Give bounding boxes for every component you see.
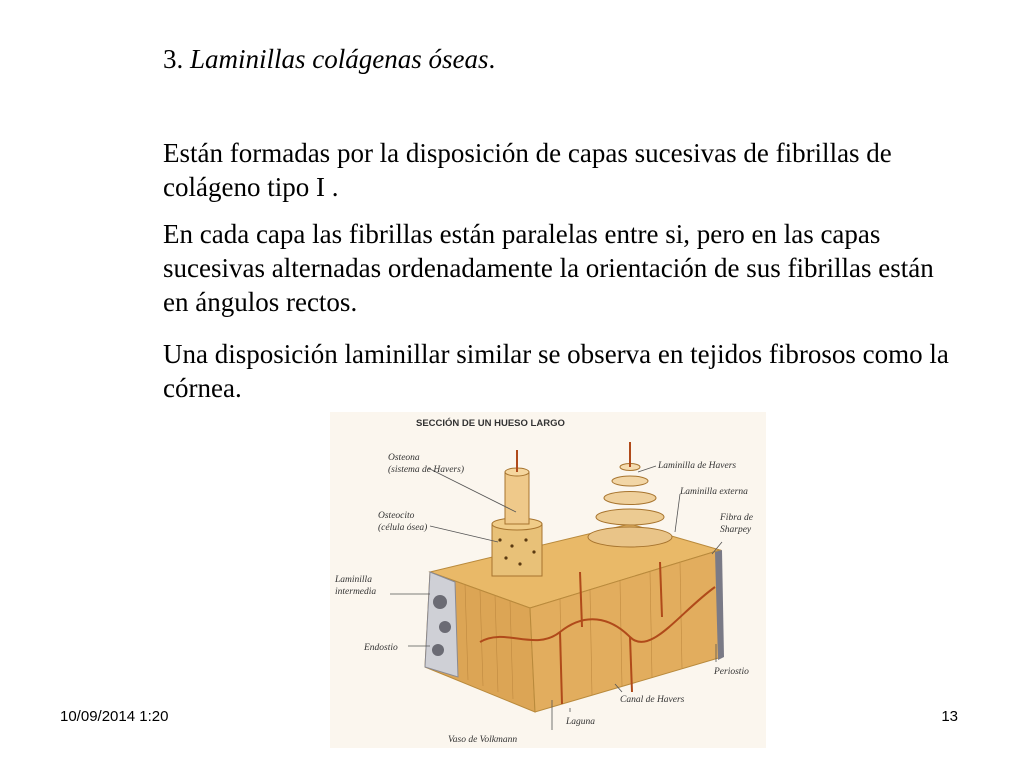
label-laminilla-intermedia-sub: intermedia — [335, 587, 377, 597]
lamella-ring — [612, 476, 648, 486]
spongy-pore — [433, 595, 447, 609]
osteon-column — [505, 472, 529, 524]
bone-section-illustration — [330, 412, 766, 748]
label-fibra-sharpey-sub: Sharpey — [720, 525, 752, 535]
paragraph-2: En cada capa las fibrillas están paralelas entre si, pero en las capas sucesivas alternadas ordenadamente la orientación de sus fibrillas están en ángulos rectos. — [163, 219, 934, 317]
spongy-pore — [439, 621, 451, 633]
label-laminilla-havers: Laminilla de Havers — [658, 461, 737, 471]
lamella-ring — [588, 527, 672, 547]
figure-title: SECCIÓN DE UN HUESO LARGO — [416, 418, 565, 429]
label-vaso-volkmann: Vaso de Volkmann — [448, 735, 518, 745]
osteon-base — [492, 524, 542, 576]
label-periostio: Periostio — [714, 667, 749, 677]
spongy-pore — [432, 644, 444, 656]
heading-number: 3. — [163, 44, 184, 74]
label-osteocito-sub: (célula ósea) — [378, 523, 428, 533]
lamella-ring — [604, 492, 656, 505]
label-canal-havers: Canal de Havers — [620, 695, 685, 705]
label-laguna: Laguna — [566, 717, 596, 727]
heading-title: Laminillas colágenas óseas — [190, 44, 489, 74]
bone-section-figure — [330, 412, 766, 748]
paragraph-1: Están formadas por la disposición de capas sucesivas de fibrillas de colágeno tipo I . — [163, 138, 892, 202]
label-endostio: Endostio — [364, 643, 398, 653]
label-osteona-sub: (sistema de Havers) — [388, 465, 464, 475]
lamella-ring — [596, 509, 664, 525]
label-laminilla-externa: Laminilla externa — [680, 487, 748, 497]
paragraph-3: Una disposición laminillar similar se observa en tejidos fibrosos como la córnea. — [163, 339, 949, 403]
slide-heading — [163, 42, 495, 76]
label-osteona: Osteona — [388, 453, 420, 463]
label-fibra-sharpey: Fibra de — [720, 513, 753, 523]
footer-date: 10/09/2014 1:20 — [60, 708, 169, 725]
heading-end: . — [488, 44, 496, 74]
label-laminilla-intermedia: Laminilla — [335, 575, 372, 585]
footer-page-number: 13 — [941, 708, 958, 725]
label-osteocito: Osteocito — [378, 511, 415, 521]
